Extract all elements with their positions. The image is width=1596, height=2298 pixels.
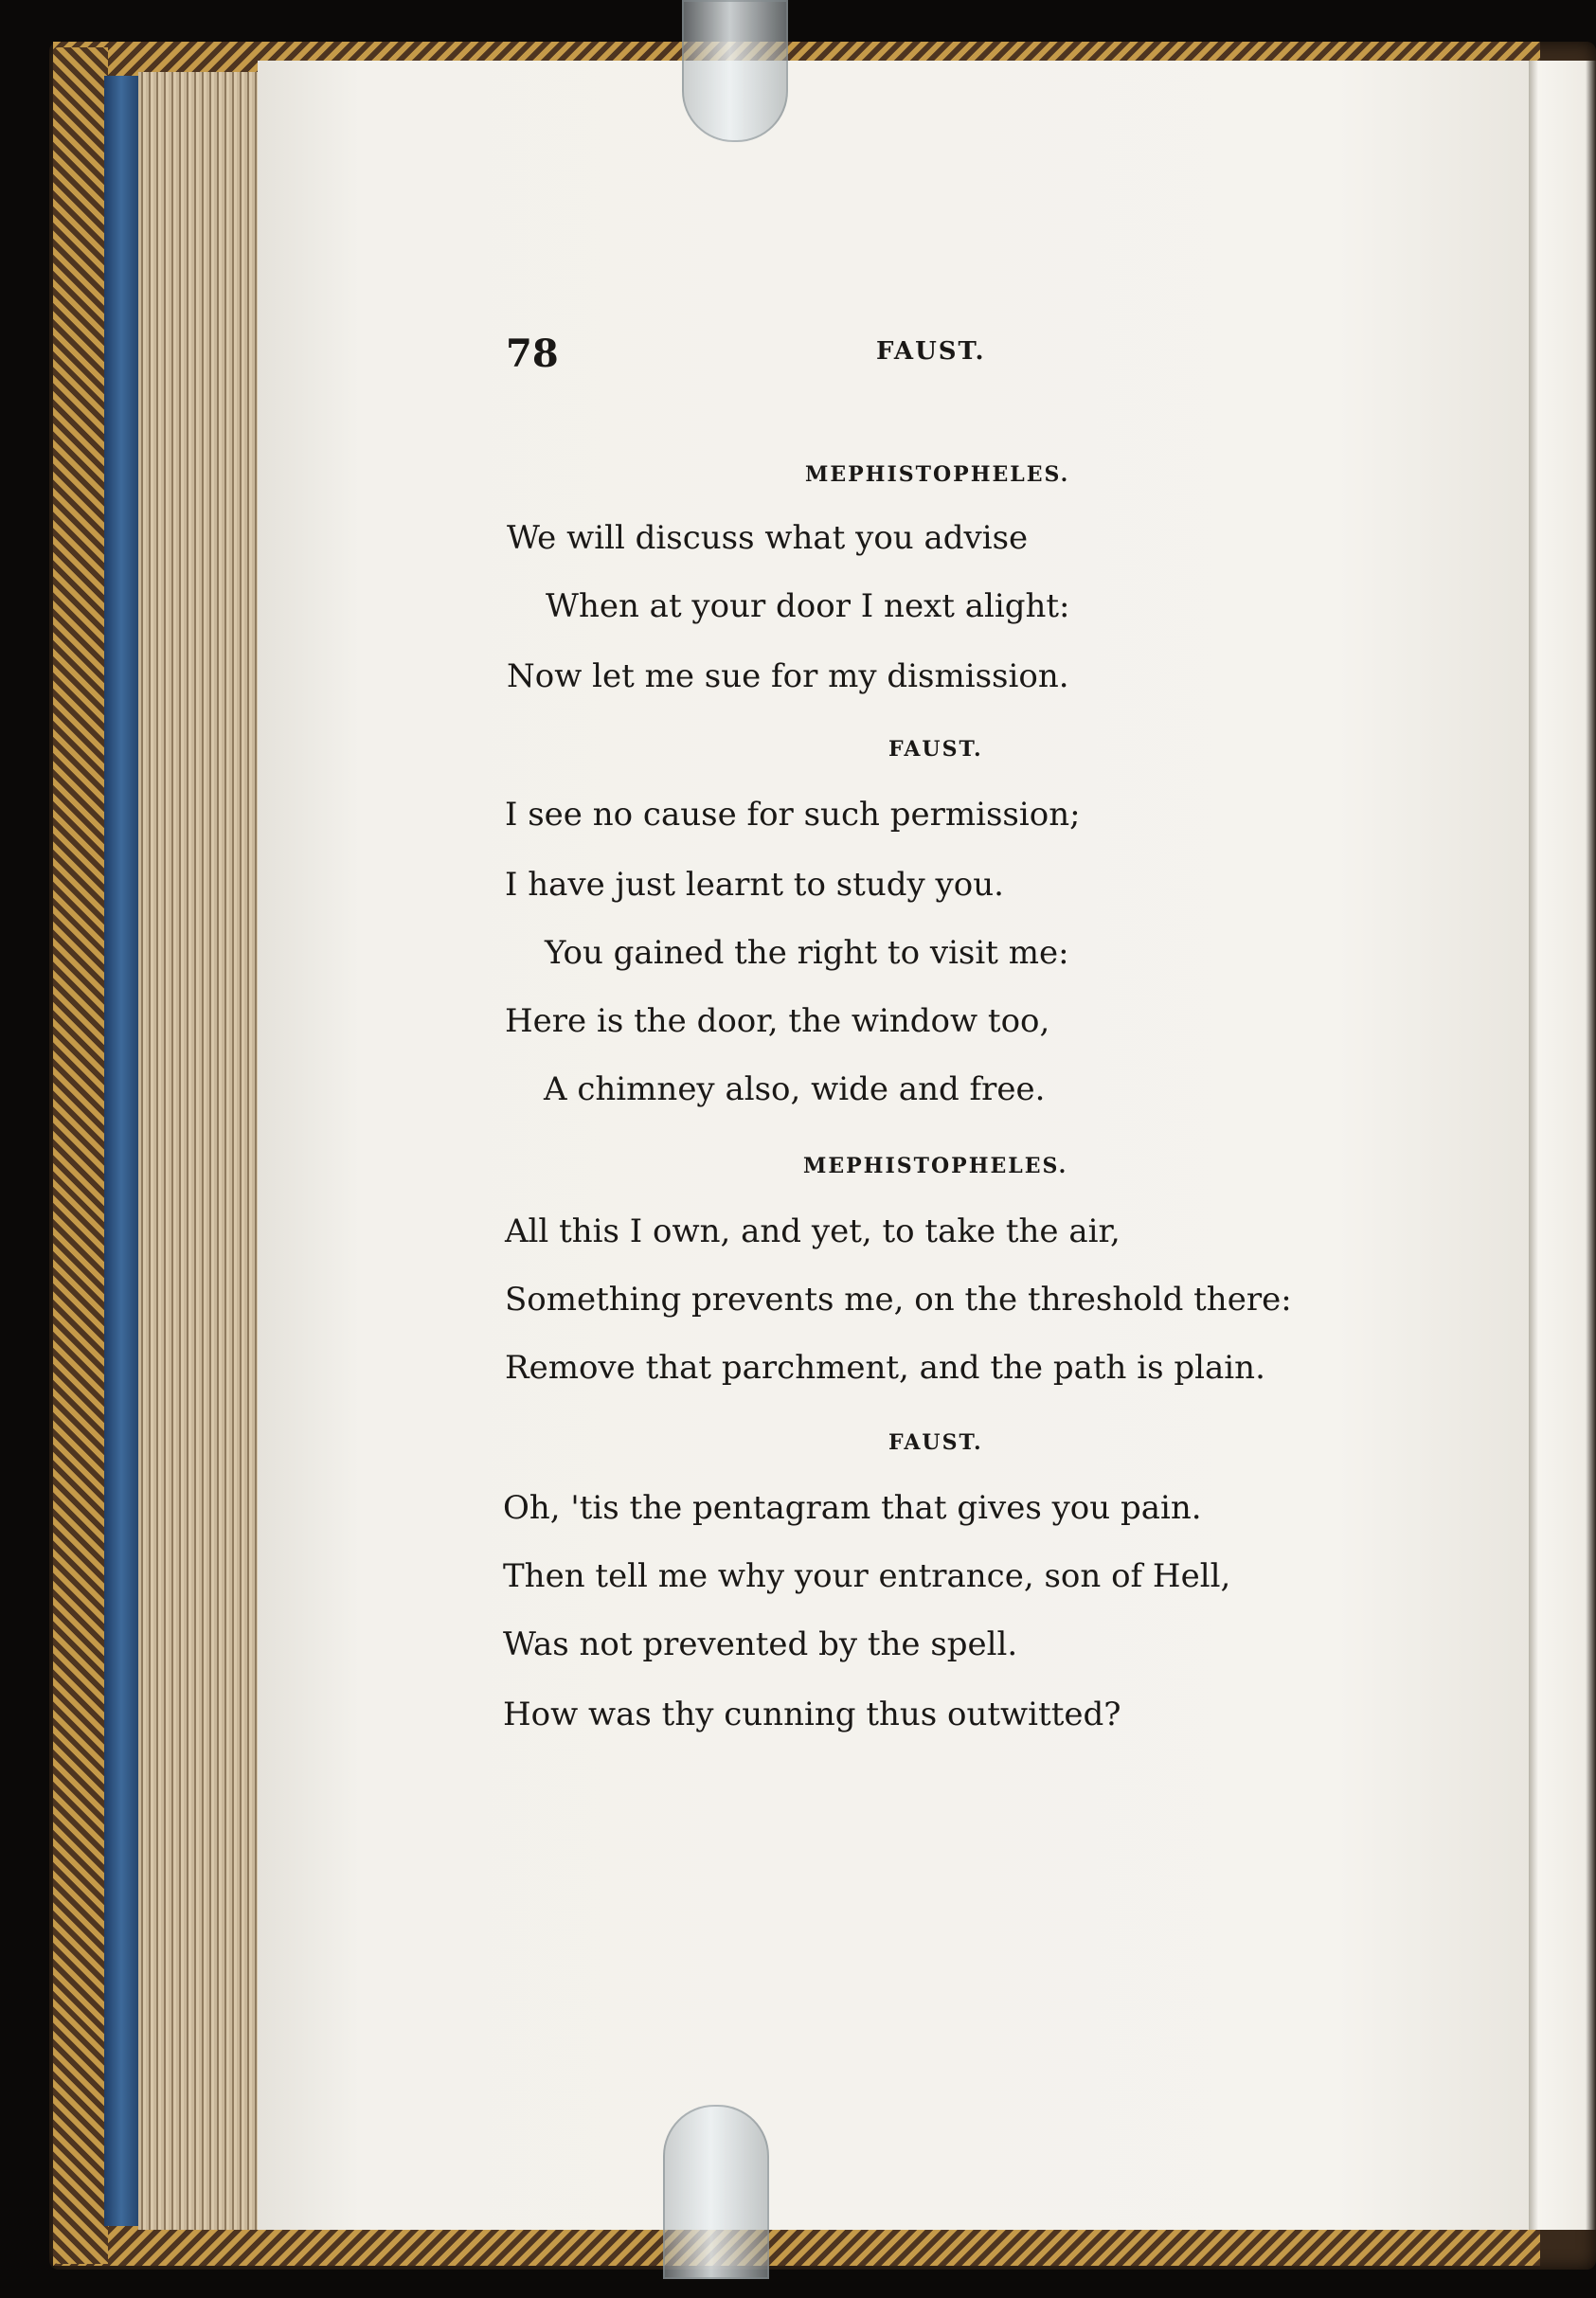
verse-line: When at your door I next alight: — [546, 587, 1070, 625]
speaker-label: MEPHISTOPHELES. — [803, 1154, 1068, 1178]
verse-line: You gained the right to visit me: — [545, 934, 1069, 972]
speaker-label: FAUST. — [888, 1430, 983, 1455]
verse-line: All this I own, and yet, to take the air, — [505, 1212, 1121, 1250]
running-head: FAUST. — [876, 337, 986, 366]
verse-line: I have just learnt to study you. — [505, 866, 1004, 904]
verse-line: Was not prevented by the spell. — [503, 1625, 1018, 1663]
verse-line: Here is the door, the window too, — [505, 1002, 1050, 1040]
verse-line: Oh, 'tis the pentagram that gives you pain. — [503, 1489, 1202, 1527]
verse-line: A chimney also, wide and free. — [544, 1070, 1046, 1108]
speaker-label: FAUST. — [888, 737, 983, 762]
verse-line: Something prevents me, on the threshold there: — [505, 1281, 1292, 1319]
verse-line: We will discuss what you advise — [507, 519, 1029, 557]
verse-line: Now let me sue for my dismission. — [507, 657, 1069, 695]
page-number: 78 — [506, 332, 559, 376]
verse-line: Remove that parchment, and the path is plain. — [505, 1349, 1265, 1387]
verse-line: Then tell me why your entrance, son of Hell, — [503, 1557, 1231, 1595]
speaker-label: MEPHISTOPHELES. — [805, 462, 1070, 487]
verse-line: I see no cause for such permission; — [505, 796, 1081, 834]
verse-line: How was thy cunning thus outwitted? — [503, 1696, 1121, 1733]
